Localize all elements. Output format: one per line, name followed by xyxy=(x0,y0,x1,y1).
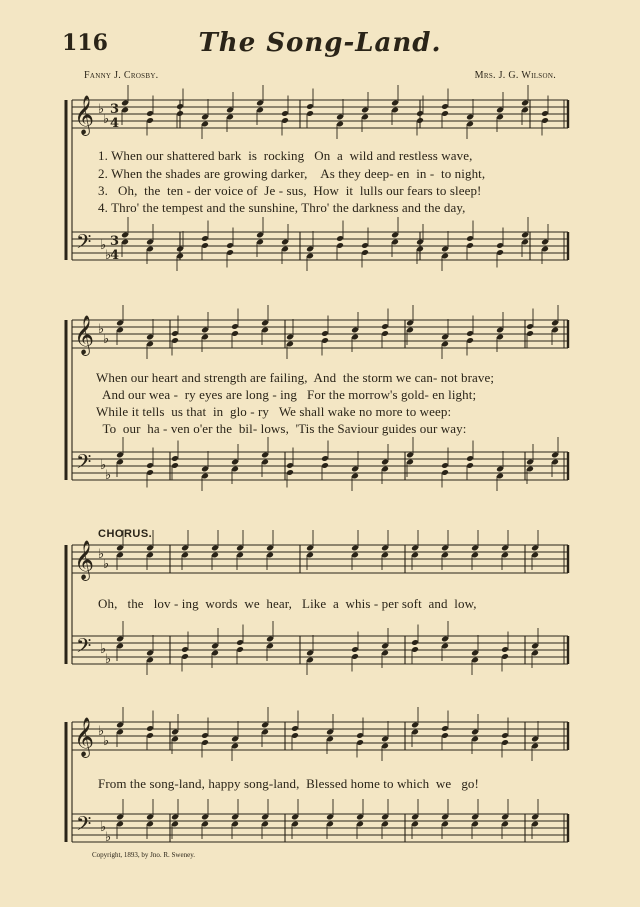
bass-clef-icon: 𝄢 xyxy=(76,450,92,478)
chorus-line-1: Oh, the lov - ing words we hear, Like a whis - per soft and low, xyxy=(98,596,477,611)
treble-staff-1 xyxy=(72,100,568,128)
bass-notes-4 xyxy=(116,799,539,839)
chorus-line-2: From the song-land, happy song-land, Blessed home to which we go! xyxy=(98,776,479,791)
verse-1-line-1: 1. When our shattered bark is rocking On a wild and restless wave, xyxy=(98,148,473,163)
lyricist-credit: Fanny J. Crosby. xyxy=(84,70,159,81)
treble-clef-icon: 𝄞 xyxy=(74,315,95,355)
treble-staff-4 xyxy=(72,722,568,750)
svg-text:♭: ♭ xyxy=(105,652,112,667)
bass-notes-2 xyxy=(116,437,559,491)
svg-text:♭: ♭ xyxy=(103,557,110,572)
bass-notes-1 xyxy=(121,217,549,271)
svg-text:♭: ♭ xyxy=(105,248,112,263)
svg-text:♭: ♭ xyxy=(100,458,107,473)
svg-text:♭: ♭ xyxy=(98,102,105,117)
treble-staff-2 xyxy=(72,320,568,348)
treble-clef-icon: 𝄞 xyxy=(74,540,95,580)
composer-credit: Mrs. J. G. Wilson. xyxy=(474,70,556,81)
verse-1-line-2: When our heart and strength are failing, And the storm we can- not brave; xyxy=(96,370,495,385)
chorus-label: CHORUS. xyxy=(98,528,153,540)
svg-text:♭: ♭ xyxy=(103,112,110,127)
verse-4-line-2: To our ha - ven o'er the bil- lows, 'Tis the Saviour guides our way: xyxy=(96,421,467,436)
treble-staff-3 xyxy=(72,545,568,573)
bass-clef-icon: 𝄢 xyxy=(76,634,92,662)
hymn-title: The Song-Land. xyxy=(198,28,442,58)
treble-notes-3 xyxy=(116,530,539,570)
svg-text:♭: ♭ xyxy=(105,830,112,845)
svg-text:♭: ♭ xyxy=(103,734,110,749)
verse-3-line-1: 3. Oh, the ten - der voice of Je - sus, How it lulls our fears to sleep! xyxy=(98,183,482,198)
svg-text:♭: ♭ xyxy=(105,468,112,483)
svg-text:♭: ♭ xyxy=(98,322,105,337)
verse-2-line-1: 2. When the shades are growing darker, As they deep- en in - to night, xyxy=(98,166,486,181)
bass-notes-3 xyxy=(116,621,539,675)
time-signature-top: 3 xyxy=(110,234,120,249)
bass-staff-3 xyxy=(72,636,568,664)
treble-notes-2 xyxy=(116,305,559,359)
svg-text:♭: ♭ xyxy=(98,547,105,562)
treble-notes-4 xyxy=(116,707,539,761)
verse-3-line-2: While it tells us that in glo - ry We shall wake no more to weep: xyxy=(96,404,452,419)
bass-staff-2 xyxy=(72,452,568,480)
svg-text:♭: ♭ xyxy=(100,642,107,657)
time-signature-bottom: 4 xyxy=(110,248,120,263)
time-signature-bottom: 4 xyxy=(110,116,120,131)
treble-clef-icon: 𝄞 xyxy=(74,95,95,135)
treble-notes-1 xyxy=(121,85,549,139)
bass-staff-1 xyxy=(72,232,568,260)
bass-clef-icon: 𝄢 xyxy=(76,230,92,258)
treble-clef-icon: 𝄞 xyxy=(74,717,95,757)
verse-4-line-1: 4. Thro' the tempest and the sunshine, Thro' the darkness and the day, xyxy=(98,200,466,215)
svg-text:♭: ♭ xyxy=(100,820,107,835)
svg-text:♭: ♭ xyxy=(103,332,110,347)
time-signature-top: 3 xyxy=(110,102,120,117)
page-number: 116 xyxy=(62,30,108,56)
svg-text:♭: ♭ xyxy=(98,724,105,739)
svg-text:♭: ♭ xyxy=(100,238,107,253)
bass-clef-icon: 𝄢 xyxy=(76,812,92,840)
bass-staff-4 xyxy=(72,814,568,842)
copyright-notice: Copyright, 1893, by Jno. R. Sweney. xyxy=(92,851,195,859)
verse-2-line-2: And our wea - ry eyes are long - ing For the morrow's gold- en light; xyxy=(96,387,477,402)
